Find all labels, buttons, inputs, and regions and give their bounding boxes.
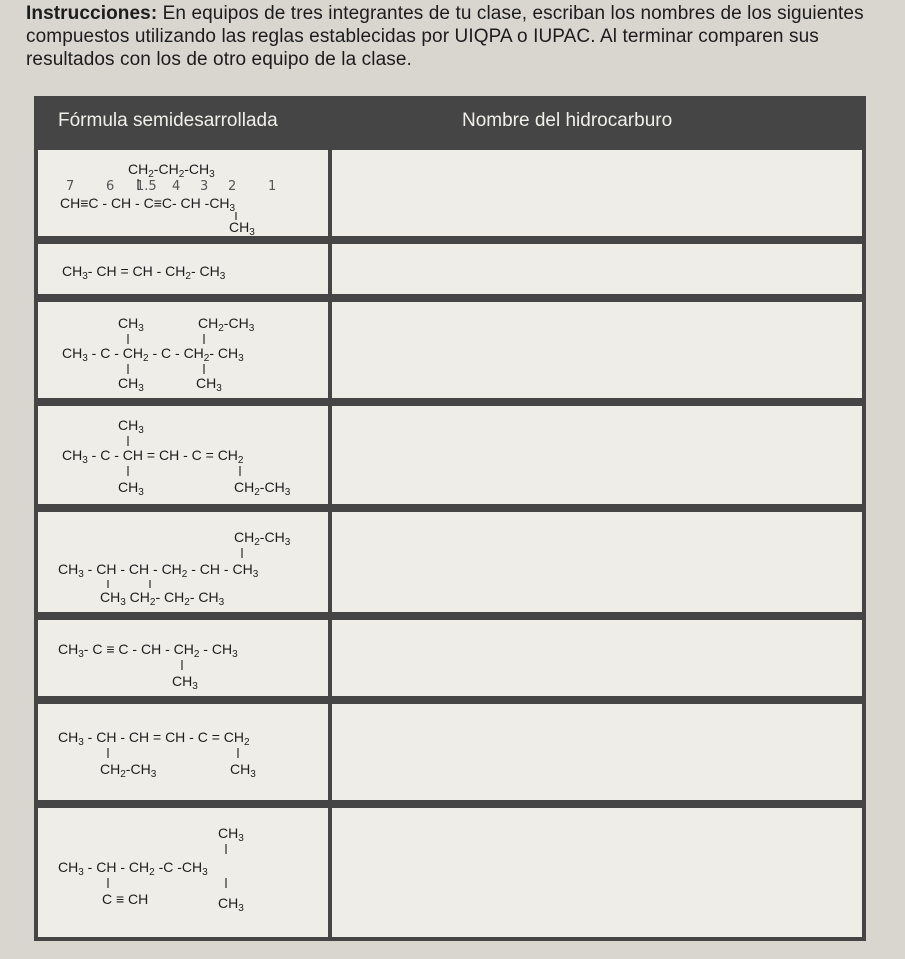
formula-cell [38, 620, 328, 696]
name-cell[interactable] [332, 406, 862, 504]
substituent-bottom: $CH_3$ [118, 479, 144, 498]
name-cell[interactable] [332, 808, 862, 937]
formula-cell [38, 302, 328, 398]
formula-1 [38, 150, 328, 236]
main-chain: $CH_3$ - CH - CH = CH - $C = CH_2$ [58, 729, 250, 748]
substituent-top: $CH_2-CH_2-CH_3$ [128, 161, 215, 180]
substituent-top: $CH_3$ [118, 315, 144, 334]
main-chain: $CH_3$ - C - CH = CH - $C = CH_2$ [62, 447, 244, 466]
svg-text:3: 3 [200, 179, 209, 194]
formula-cell [38, 808, 328, 937]
formula-cell [38, 512, 328, 612]
table-row [34, 804, 866, 941]
formula-cell [38, 406, 328, 504]
substituent-bottom: $CH_3$ [229, 219, 255, 238]
svg-text:CH2-CH3: $CH_2-CH_3$ [198, 315, 255, 334]
carbon-number-annotation: 7 [66, 179, 75, 194]
col-header-name: Nombre del hidrocarburo [462, 110, 673, 131]
main-chain: CH≡C - CH - C≡C- CH $-CH_3$ [60, 195, 236, 214]
formula-4 [38, 406, 328, 504]
svg-text:CH3: $CH_3$ [196, 375, 222, 394]
col-header-formula: Fórmula semidesarrollada [58, 110, 278, 131]
formula-3 [38, 302, 328, 398]
substituent-top: $CH_3$ [218, 825, 244, 844]
instructions-label: Instrucciones: [26, 3, 158, 24]
name-cell[interactable] [332, 620, 862, 696]
svg-text:1: 1 [268, 179, 277, 194]
substituent-bottom: $CH_2-CH_3$ [100, 761, 157, 780]
svg-text:CH2-CH3: $CH_2-CH_3$ [234, 479, 291, 498]
substituent-top: $CH_2-CH_3$ [234, 529, 291, 548]
svg-text:4: 4 [172, 179, 181, 194]
table-header [34, 96, 866, 146]
svg-text:6: 6 [106, 179, 115, 194]
table-row [34, 700, 866, 804]
formula-cell [38, 244, 328, 294]
name-cell[interactable] [332, 704, 862, 800]
substituent-bottom: $CH_3$ [118, 375, 144, 394]
main-chain: $CH_3-$ C ≡ C - CH - $CH_2 - CH_3$ [58, 641, 238, 660]
svg-text:CH3: $CH_3$ [230, 761, 256, 780]
name-cell[interactable] [332, 150, 862, 236]
table-row [34, 616, 866, 700]
formula-2 [38, 244, 328, 294]
table-row [34, 402, 866, 508]
compounds-table [34, 96, 866, 941]
name-cell[interactable] [332, 302, 862, 398]
table-row [34, 298, 866, 402]
substituent-bottom: C ≡ CH [102, 891, 149, 907]
formula-6 [38, 620, 328, 696]
formula-5 [38, 512, 328, 612]
main-chain: $CH_3-$ CH = CH - $CH_2-$ $CH_3$ [62, 263, 226, 282]
instructions-text: En equipos de tres integrantes de tu clase, escriban los nombres de los siguientes compuestos utilizando las reglas establecidas por UIQPA o IUPAC. Al terminar comparen sus resultados con los de otro equipo de la clase. [26, 3, 864, 70]
table-row [34, 508, 866, 616]
svg-text:CH3: $CH_3$ [218, 895, 244, 914]
main-chain: $CH_3$ - CH - CH - $CH_2$ - CH - $CH_3$ [58, 561, 259, 580]
svg-text:1.5: 1.5 [136, 179, 157, 194]
table-row [34, 146, 866, 240]
instructions [26, 2, 896, 71]
formula-cell [38, 704, 328, 800]
substituent-bottom: $CH_3$ [172, 673, 198, 692]
name-cell[interactable] [332, 244, 862, 294]
substituent-top: $CH_3$ [118, 417, 144, 436]
svg-text:2: 2 [228, 179, 237, 194]
formula-cell [38, 150, 328, 236]
main-chain: $CH_3$ - CH - $CH_2$ -C $-CH_3$ [58, 859, 208, 878]
formula-8 [38, 808, 328, 937]
substituent-bottom: $CH_3$ $CH_2-$ $CH_2-$ $CH_3$ [100, 589, 225, 608]
main-chain: $CH_3$ - C - $CH_2$ - C - $CH_2-$ $CH_3$ [62, 345, 244, 364]
name-cell[interactable] [332, 512, 862, 612]
formula-7 [38, 704, 328, 800]
table-row [34, 240, 866, 298]
